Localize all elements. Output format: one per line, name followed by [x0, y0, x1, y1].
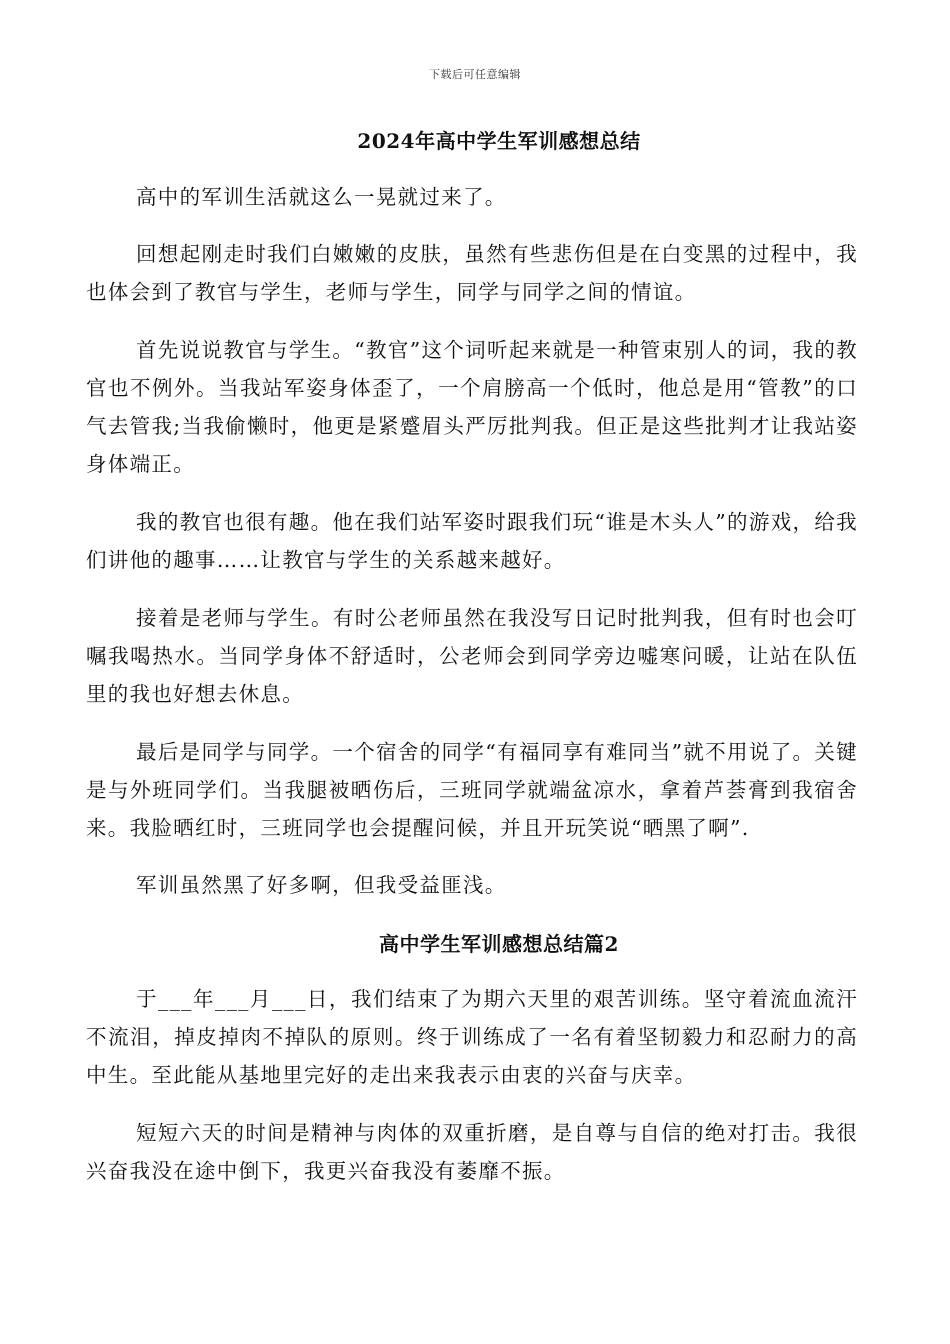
paragraph: 于___年___月___日，我们结束了为期六天里的艰苦训练。坚守着流血流汗不流泪，掉皮掉肉不掉队的原则。终于训练成了一名有着坚韧毅力和忍耐力的高中生。至此能从基地里完好的走出来我表示由衷的兴奋与庆幸。	[86, 987, 858, 1087]
paragraph: 接着是老师与学生。有时公老师虽然在我没写日记时批判我，但有时也会叮嘱我喝热水。当同学身体不舒适时，公老师会到同学旁边嘘寒问暖，让站在队伍里的我也好想去休息。	[86, 606, 858, 706]
paragraph: 我的教官也很有趣。他在我们站军姿时跟我们玩“谁是木头人”的游戏，给我们讲他的趣事……让教官与学生的关系越来越好。	[86, 510, 858, 572]
paragraph: 首先说说教官与学生。“教官”这个词听起来就是一种管束别人的词，我的教官也不例外。当我站军姿身体歪了，一个肩膀高一个低时，他总是用“管教”的口气去管我;当我偷懒时，他更是紧蹙眉头严厉批判我。但正是这些批判才让我站姿身体端正。	[86, 338, 858, 476]
paragraph: 最后是同学与同学。一个宿舍的同学“有福同享有难同当”就不用说了。关键是与外班同学们。当我腿被晒伤后，三班同学就端盆凉水，拿着芦荟膏到我宿舍来。我脸晒红时，三班同学也会提醒问候，并且开玩笑说“晒黑了啊”.	[86, 740, 858, 840]
paragraph: 短短六天的时间是精神与肉体的双重折磨，是自尊与自信的绝对打击。我很兴奋我没在途中倒下，我更兴奋我没有萎靡不振。	[86, 1121, 858, 1183]
article-title: 2024年高中学生军训感想总结	[357, 129, 641, 153]
paragraph: 高中的军训生活就这么一晃就过来了。	[136, 185, 507, 209]
header-note: 下载后可任意编辑	[429, 68, 521, 81]
paragraph: 回想起刚走时我们白嫩嫩的皮肤，虽然有些悲伤但是在白变黑的过程中，我也体会到了教官与学生，老师与学生，同学与同学之间的情谊。	[86, 242, 858, 304]
section-title: 高中学生军训感想总结篇2	[379, 932, 619, 956]
paragraph: 军训虽然黑了好多啊，但我受益匪浅。	[136, 873, 507, 897]
